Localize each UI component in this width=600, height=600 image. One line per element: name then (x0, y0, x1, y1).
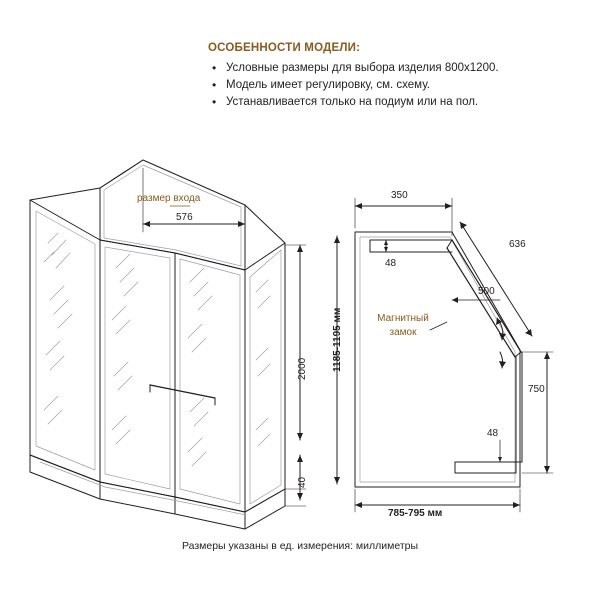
base-height-40-value: 40 (297, 476, 308, 488)
plan-bottom-range-value: 785-795 мм (388, 508, 443, 519)
list-item: • Устанавливается только на подиум или на пол. (208, 94, 568, 111)
plan-height-range-value: 1185-1195 мм (332, 307, 343, 372)
list-item: • Условные размеры для выбора изделия 800х1200. (208, 60, 568, 77)
list-item: • Модель имеет регулировку, см. схему. (208, 77, 568, 94)
plan-inner-48-value: 48 (385, 258, 397, 269)
isometric-view (30, 160, 285, 529)
plan-diagonal-636-value: 636 (509, 239, 526, 250)
plan-side-750-value: 750 (528, 384, 545, 395)
height-2000-value: 2000 (297, 357, 308, 380)
features-title: ОСОБЕННОСТИ МОДЕЛИ: (208, 42, 361, 54)
magnetic-lock-label-line2: замок (389, 327, 417, 338)
entrance-width-value: 576 (176, 212, 193, 223)
magnetic-lock-label-line1: Магнитный (377, 313, 429, 324)
left-dimensions (143, 168, 306, 506)
plan-inner-500-value: 500 (478, 286, 495, 297)
units-note: Размеры указаны в ед. измерения: миллиметры (181, 540, 419, 552)
plan-top-350-value: 350 (391, 190, 408, 201)
plan-bottom-48-value: 48 (487, 428, 499, 439)
plan-view (355, 232, 522, 487)
entrance-size-label: размер входа (137, 193, 201, 204)
